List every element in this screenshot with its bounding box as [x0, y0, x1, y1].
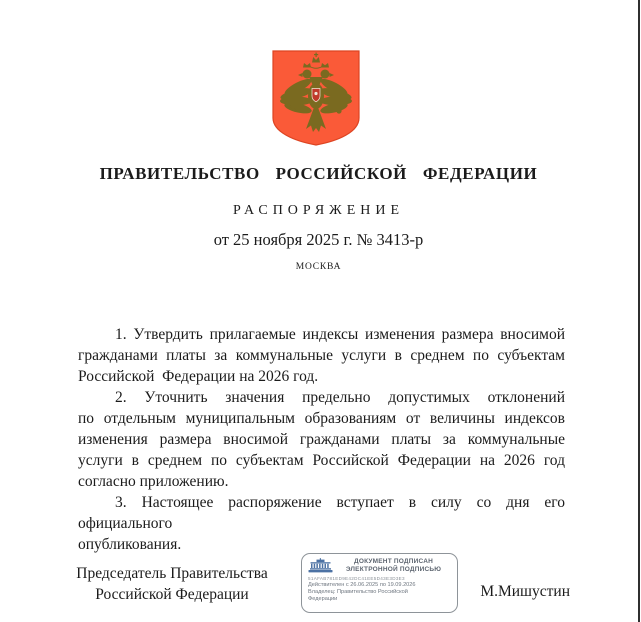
city-label: МОСКВА	[295, 262, 342, 272]
text-line: 2. Уточнить значения предельно допустимых отклонений	[115, 389, 565, 406]
text-line: изменения размера вносимой гражданами платы за коммунальные	[78, 431, 565, 448]
stamp-title-line2: ЭЛЕКТРОННОЙ ПОДПИСЬЮ	[345, 565, 442, 573]
text-line: услуги в среднем по субъектам Российской Федерации на 2026 год	[78, 452, 565, 469]
text-line: 1. Утвердить прилагаемые индексы изменения размера вносимой	[115, 326, 565, 343]
stamp-certificate-number: 51AFAB781ED9E42DC41EE5D43E3D3E3	[308, 576, 405, 581]
signer-name: М.Мишустин	[480, 583, 570, 600]
text-line: гражданами платы за коммунальные услуги в среднем по субъектам	[78, 347, 565, 364]
stamp-title-line1: ДОКУМЕНТ ПОДПИСАН	[353, 558, 434, 565]
org-title: ПРАВИТЕЛЬСТВО РОССИЙСКОЙ ФЕДЕРАЦИИ	[99, 164, 538, 183]
signer-position-line2: Российской Федерации	[95, 586, 249, 603]
government-building-icon	[308, 558, 333, 573]
stamp-title	[337, 558, 450, 573]
paragraph	[78, 324, 565, 387]
coat-of-arms-icon	[272, 50, 360, 146]
text-line: согласно приложению.	[78, 473, 229, 490]
signer-position	[72, 563, 272, 605]
paragraph	[78, 387, 565, 492]
doc-type-title: РАСПОРЯЖЕНИЕ	[232, 203, 405, 218]
text-line: опубликования.	[78, 536, 182, 553]
stamp-owner: Владелец: Правительство Российской Федерации	[308, 588, 408, 602]
electronic-signature-stamp	[301, 553, 458, 613]
stamp-validity: Действителен с 26.06.2025 по 19.09.2026	[308, 582, 416, 588]
body-paragraphs	[78, 324, 565, 555]
signer-position-line1: Председатель Правительства	[76, 565, 268, 582]
paragraph	[78, 492, 565, 555]
text-line: 3. Настоящее распоряжение вступает в силу со дня его официального	[78, 494, 565, 532]
date-number-line: от 25 ноября 2025 г. № 3413-р	[213, 230, 424, 249]
text-line: по отдельным муниципальным образованиям от величины индексов	[78, 410, 565, 427]
text-line: Российской Федерации на 2026 год.	[78, 368, 319, 385]
page-right-border	[638, 0, 640, 622]
